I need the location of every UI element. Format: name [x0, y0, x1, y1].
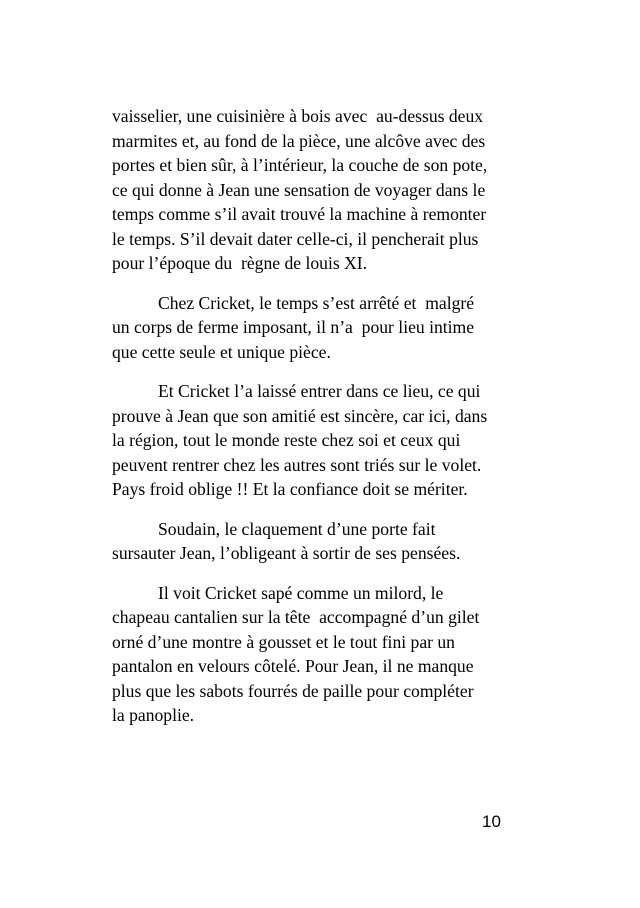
paragraph-5 [112, 581, 512, 728]
text-line: marmites et, au fond de la pièce, une alcôve avec des [112, 130, 486, 151]
text-line: Il voit Cricket sapé comme un milord, le [158, 582, 444, 603]
paragraph-1 [112, 104, 512, 276]
text-line: pour l’époque du règne de louis XI. [112, 253, 368, 273]
text-line: que cette seule et unique pièce. [112, 341, 331, 362]
text-line: orné d’une montre à gousset et le tout fini par un [112, 631, 455, 652]
text-line: Chez Cricket, le temps s’est arrêté et malgré [158, 292, 475, 313]
text-line: peuvent rentrer chez les autres sont triés sur le volet. [112, 454, 482, 475]
text-line: Soudain, le claquement d’une porte fait [158, 518, 436, 539]
text-line: vaisselier, une cuisinière à bois avec au-dessus deux [112, 106, 484, 126]
body-text [112, 104, 512, 743]
text-line: plus que les sabots fourrés de paille pour compléter [112, 680, 474, 701]
paragraph-4 [112, 517, 512, 566]
text-line: prouve à Jean que son amitié est sincère, car ici, dans [112, 405, 488, 426]
text-line: sursauter Jean, l’obligeant à sortir de ses pensées. [112, 543, 461, 563]
page-number: 10 [482, 812, 501, 831]
text-line: la panoplie. [112, 705, 195, 725]
paragraph-2 [112, 291, 512, 365]
paragraph-3 [112, 379, 512, 502]
text-line: portes et bien sûr, à l’intérieur, la couche de son pote, [112, 155, 488, 175]
text-line: temps comme s’il avait trouvé la machine à remonter [112, 204, 487, 224]
text-line: pantalon en velours côtelé. Pour Jean, il ne manque [112, 656, 474, 676]
text-line: chapeau cantalien sur la tête accompagné d’un gilet [112, 607, 480, 627]
text-line: ce qui donne à Jean une sensation de voyager dans le [112, 179, 486, 200]
text-line: Et Cricket l’a laissé entrer dans ce lieu, ce qui [158, 381, 481, 401]
text-line: un corps de ferme imposant, il n’a pour lieu intime [112, 317, 475, 337]
text-line: Pays froid oblige !! Et la confiance doit se mériter. [112, 479, 468, 499]
text-line: la région, tout le monde reste chez soi et ceux qui [112, 430, 461, 450]
text-line: le temps. S’il devait dater celle-ci, il pencherait plus [112, 228, 479, 249]
